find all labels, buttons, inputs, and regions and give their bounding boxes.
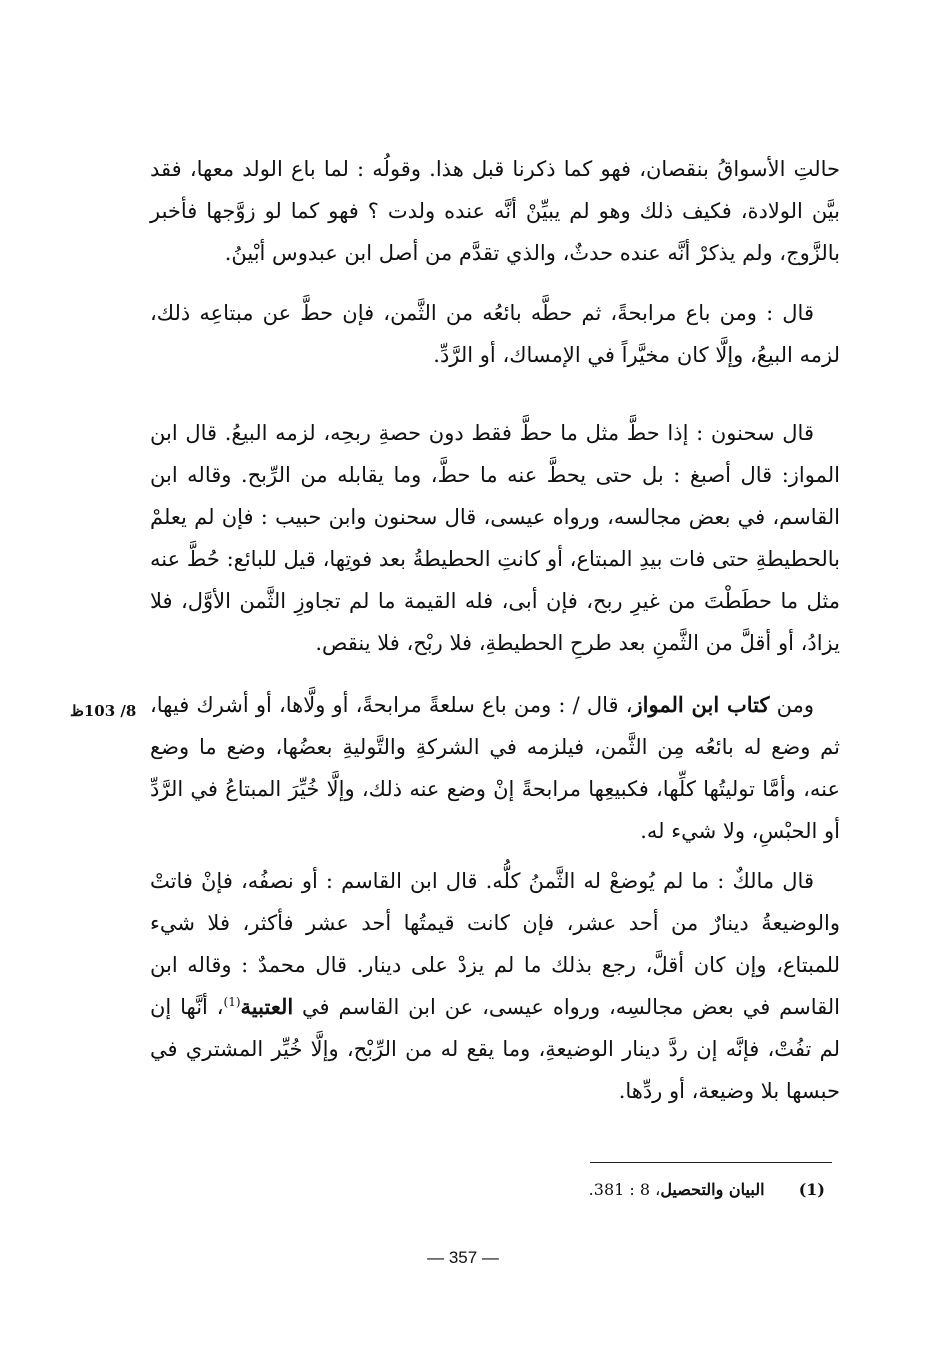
footnote-source: البيان والتحصيل: [660, 1180, 765, 1199]
footnote-number: (1): [798, 1180, 825, 1199]
source-title-ibn-al-mawaz: كتاب ابن المواز: [632, 692, 770, 717]
footnote-divider: [590, 1162, 832, 1163]
source-title-utbiyya: العتبية: [240, 994, 294, 1019]
paragraph-1-block: [150, 148, 840, 274]
page-number: — 357 —: [427, 1248, 499, 1267]
paragraph-4-block: [150, 684, 840, 852]
paragraph-5-part-b: ، أنَّها إن لم تفُتْ، فإنَّه إن ردَّ دينار الوضيعةِ، وما يقع له من الرِّبْح، وإلَّا خُيِّر المشتري في حبسها بلا وضيعة، أو ردِّها.: [150, 995, 840, 1103]
paragraph-3-block: [150, 412, 840, 664]
paragraph-2-block: [150, 292, 840, 376]
footnote: [500, 1180, 825, 1199]
paragraph-4-lead: ومن: [769, 693, 814, 717]
paragraph-2: قال : ومن باع مرابحةً، ثم حطَّه بائعُه من الثَّمن، فإن حطَّ عن مبتاعِه ذلك، لزمه البيعُ، وإلَّا كان مخيَّراً في الإمساك، أو الرَّدِّ.: [150, 301, 840, 367]
paragraph-5-part-a: قال مالكٌ : ما لم يُوضعْ له الثَّمنُ كلُّه. قال ابن القاسم : أو نصفُه، فإنْ فاتتْ والوضيعةُ دينارٌ من أحد عشر، فإن كانت قيمتُها أحد عشر فأكثر، فلا شيء للمبتاع، وإن كان أقلَّ، رجع بذلك ما لم يزدْ على دينار. قال محمدٌ : وقاله ابن القاسم في بعض مجالسِه، ورواه عيسى، عن ابن القاسم في: [150, 869, 840, 1019]
paragraph-5-block: [150, 860, 840, 1112]
paragraph-5: [150, 860, 840, 1112]
paragraph-3: قال سحنون : إذا حطَّ مثل ما حطَّ فقط دون حصةِ ربحِه، لزمه البيعُ. قال ابن المواز: قال أصبغ : بل حتى يحطَّ عنه ما حطَّ، وما يقابله من الرِّبح. وقاله ابن القاسم، في بعض مجالسه، ورواه عيسى، قال سحنون وابن حبيب : فإن لم يعلمْ بالحطيطةِ حتى فات بيدِ المبتاع، أو كانتِ الحطيطةُ بعد فوتِها، قيل للبائع: حُطَّ عنه مثل ما حطَطْتَ من غيرِ ربح، فإن أبى، فله القيمة ما لم تجاوزِ الثَّمن الأوَّل، فلا يزادُ، أو أقلَّ من الثَّمنِ بعد طرحِ الحطيطةِ، فلا ربْح، فلا ينقص.: [150, 421, 841, 655]
footnote-marker: (1): [223, 995, 241, 1009]
paragraph-4: [150, 684, 840, 852]
paragraph-4-rest: ، قال / : ومن باع سلعةً مرابحةً، أو ولَّاها، أو أشرك فيها، ثم وضع له بائعُه مِن الثَّمن، فيلزمه في الشركةِ والتَّوليةِ بعضُها، وضع ما وضع عنه، وأمَّا توليتُها كلِّها، فكبيعِها مرابحةً إنْ وضع عنه ذلك، وإلَّا خُيِّرَ المبتاعُ في الرَّدِّ أو الحبْسِ، ولا شيء له.: [150, 693, 840, 843]
margin-manuscript-reference: 8/ 103ظ: [70, 702, 137, 720]
paragraph-1: حالتِ الأسواقُ بنقصان، فهو كما ذكرنا قبل هذا. وقولُه : لما باع الولد معها، فقد بيَّن الولادة، فكيف ذلك وهو لم يبيِّنْ أنَّه عنده ولدت ؟ فهو كما لو زوَّجها فأخبر بالزَّوج، ولم يذكرْ أنَّه عنده حدثٌ، والذي تقدَّم من أصل ابن عبدوس أبْينُ.: [150, 157, 840, 265]
footnote-citation: ، 8 : 381.: [588, 1180, 661, 1199]
